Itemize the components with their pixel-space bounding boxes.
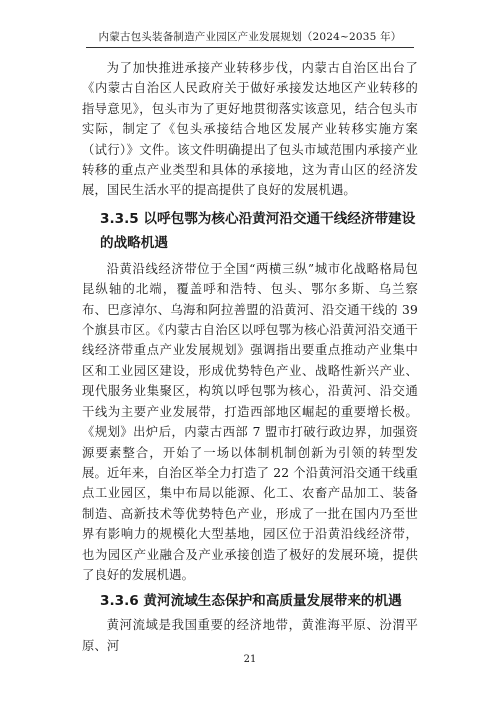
header-rule bbox=[86, 47, 414, 48]
page-body bbox=[82, 58, 418, 656]
paragraph-3: 黄河流域是我国重要的经济地带，黄淮海平原、汾渭平原、河 bbox=[82, 618, 418, 653]
paragraph-2: 沿黄沿线经济带位于全国“两横三纵”城市化战略格局包昆纵轴的北端，覆盖呼和浩特、包头、鄂尔多斯、乌兰察布、巴彦淖尔、乌海和阿拉善盟的沿黄河、沿交通干线的 39 个旗县市区。《内蒙古自治区以呼包鄂为核心沿黄河沿交通干线经济带重点产业发展规划》强调指出要重点推动产业集中区和工业园区建设，形成优势特色产业、战略性新兴产业、现代服务业集聚区，构筑以呼包鄂为核心，沿黄河、沿交通干线为主要产业发展带，打造西部地区崛起的重要增长极。《规划》出炉后，内蒙古西部 7 盟市打破行政边界，加强资源要素整合，开始了一场以体制机制创新为引领的转型发展。近年来，自治区举全力打造了 22 个沿黄河沿交通干线重点工业园区，集中布局以能源、化工、农畜产品加工、装备制造、高新技术等优势特色产业，形成了一批在国内乃至世界有影响力的规模化大型基地，园区位于沿黄沿线经济带，也为园区产业融合及产业承接创造了极好的发展环境，提供了良好的发展机遇。 bbox=[82, 261, 418, 582]
section-heading-3-3-6: 3.3.6 黄河流域生态保护和高质量发展带来的机遇 bbox=[100, 593, 402, 610]
page-number: 21 bbox=[243, 654, 257, 665]
paragraph-1: 为了加快推进承接产业转移步伐，内蒙古自治区出台了《内蒙古自治区人民政府关于做好承接发达地区产业转移的指导意见》，包头市为了更好地贯彻落实该意见，结合包头市实际，制定了《包头承接结合地区发展产业转移实施方案（试行）》文件。该文件明确提出了包头市域范围内承接产业转移的重点产业类型和具体的承接地，这为青山区的经济发展，国民生活水平的提高提供了良好的发展机遇。 bbox=[82, 61, 418, 198]
running-header: 内蒙古包头装备制造产业园区产业发展规划（2024~2035 年） bbox=[98, 31, 402, 43]
section-heading-3-3-5: 3.3.5 以呼包鄂为核心沿黄河沿交通干线经济带建设的战略机遇 bbox=[100, 210, 416, 251]
